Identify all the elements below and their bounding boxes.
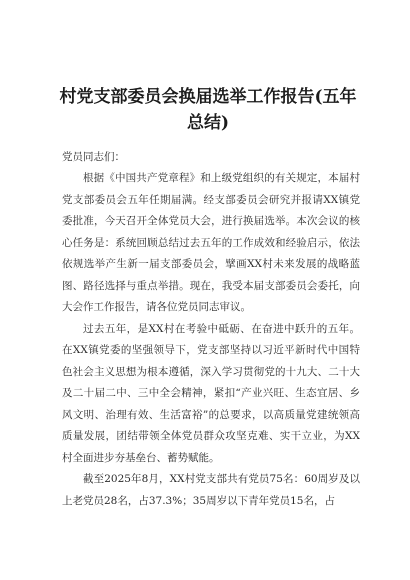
salutation: 党员同志们：: [62, 151, 125, 163]
document-title: 村党支部委员会换届选举工作报告(五年总结): [59, 87, 357, 133]
paragraph-intro: 根据《中国共产党章程》和上级党组织的有关规定，本届村党支部委员会五年任期届满。经支部委员会研究并报请XX镇党委批准，今天召开全体党员大会，进行换届选举。本次会议的核心任务是：系统回顾总结过去五年的工作成效和经验启示，依法依规选举产生新一届支部委员会，擘画XX村未来发展的战略蓝图、路径选择与重点举措。现在，我受本届支部委员会委托，向大会作工作报告，请各位党员同志审议。: [62, 172, 360, 313]
document-body: [62, 147, 360, 512]
paragraph-membership: 截至2025年8月，XX村党支部共有党员75名：60周岁及以上老党员28名，占37.3%；35周岁以下青年党员15名，占: [62, 473, 360, 507]
paragraph-review: 过去五年，是XX村在考验中砥砺、在奋进中跃升的五年。在XX镇党委的坚强领导下，党支部坚持以习近平新时代中国特色社会主义思想为根本遵循，深入学习贯彻党的十九大、二十大及二十届二中、三中全会精神，紧扣“产业兴旺、生态宜居、乡风文明、治理有效、生活富裕”的总要求，以高质量党建统领高质量发展，团结带领全体党员群众攻坚克难、实干立业，为XX村全面进步夯基垒台、蓄势赋能。: [62, 322, 360, 464]
